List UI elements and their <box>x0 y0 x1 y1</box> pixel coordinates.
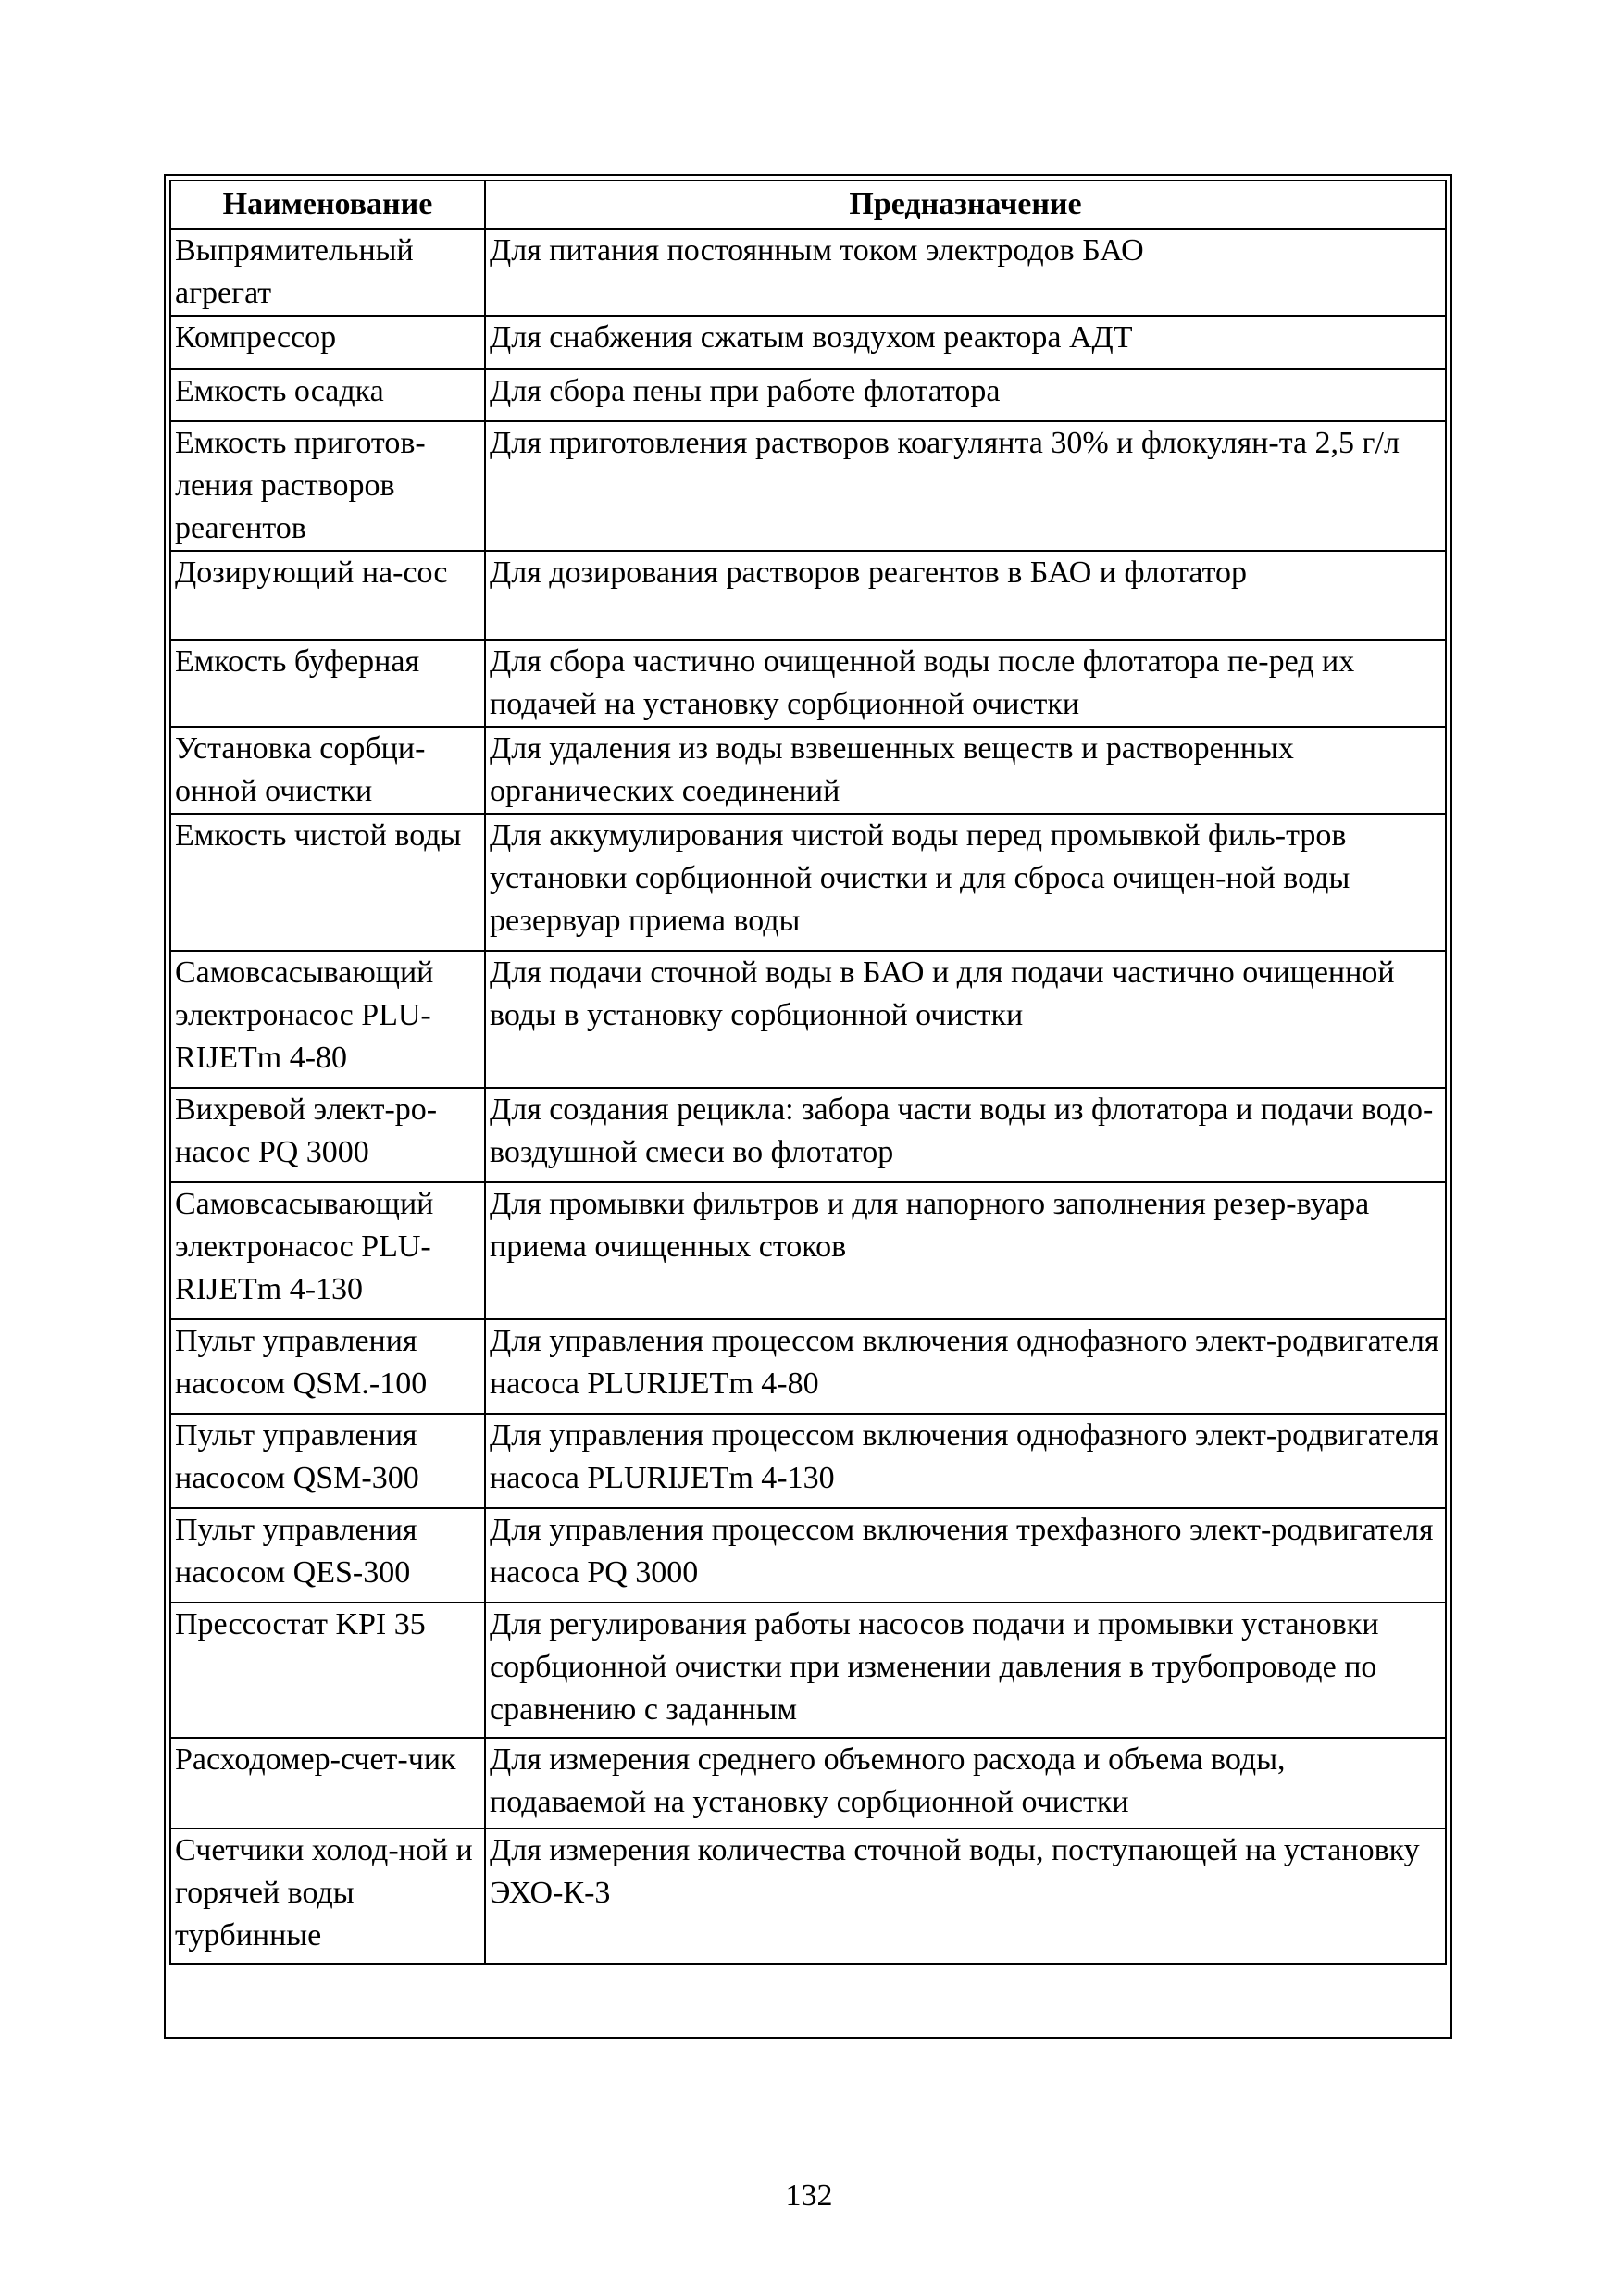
equipment-table <box>169 180 1447 1965</box>
cell-name: Емкость буферная <box>170 640 485 727</box>
table-row <box>170 1603 1446 1738</box>
table-row <box>170 727 1446 814</box>
cell-purpose: Для регулирования работы насосов подачи и промывки установки сорбционной очистки при изменении давления в трубопроводе по сравнению с заданным <box>485 1603 1446 1738</box>
cell-purpose: Для промывки фильтров и для напорного заполнения резер-вуара приема очищенных стоков <box>485 1182 1446 1319</box>
cell-purpose: Для дозирования растворов реагентов в БАО и флотатор <box>485 551 1446 640</box>
cell-purpose: Для питания постоянным током электродов БАО <box>485 229 1446 316</box>
cell-name: Самовсасывающий электронасос PLU-RIJETm 4-80 <box>170 951 485 1088</box>
cell-purpose: Для измерения среднего объемного расхода и объема воды, подаваемой на установку сорбционной очистки <box>485 1738 1446 1828</box>
cell-purpose: Для приготовления растворов коагулянта 30% и флокулян-та 2,5 г/л <box>485 421 1446 551</box>
table-row <box>170 1182 1446 1319</box>
page-number: 132 <box>785 2178 833 2213</box>
header-purpose: Предназначение <box>485 181 1446 229</box>
table-row <box>170 316 1446 369</box>
cell-name: Расходомер-счет-чик <box>170 1738 485 1828</box>
cell-purpose: Для сбора пены при работе флотатора <box>485 369 1446 421</box>
table-row <box>170 951 1446 1088</box>
cell-purpose: Для измерения количества сточной воды, поступающей на установку ЭХО-К-3 <box>485 1828 1446 1964</box>
cell-name: Дозирующий на-сос <box>170 551 485 640</box>
table-row <box>170 1828 1446 1964</box>
cell-name: Прессостат KPI 35 <box>170 1603 485 1738</box>
cell-name: Установка сорбци-онной очистки <box>170 727 485 814</box>
cell-name: Емкость осадка <box>170 369 485 421</box>
cell-name: Счетчики холод-ной и горячей воды турбинные <box>170 1828 485 1964</box>
table-row <box>170 1319 1446 1414</box>
table-row <box>170 229 1446 316</box>
table-row <box>170 1414 1446 1508</box>
table-row <box>170 1508 1446 1603</box>
table-row <box>170 369 1446 421</box>
cell-name: Пульт управления насосом QSM-300 <box>170 1414 485 1508</box>
cell-name: Самовсасывающий электронасос PLU-RIJETm 4-130 <box>170 1182 485 1319</box>
table-row <box>170 640 1446 727</box>
cell-name: Вихревой элект-ро-насос PQ 3000 <box>170 1088 485 1182</box>
cell-purpose: Для подачи сточной воды в БАО и для подачи частично очищенной воды в установку сорбционной очистки <box>485 951 1446 1088</box>
table-row <box>170 814 1446 951</box>
cell-purpose: Для удаления из воды взвешенных веществ и растворенных органических соединений <box>485 727 1446 814</box>
cell-name: Компрессор <box>170 316 485 369</box>
cell-purpose: Для снабжения сжатым воздухом реактора АДТ <box>485 316 1446 369</box>
header-name: Наименование <box>170 181 485 229</box>
cell-name: Выпрямительный агрегат <box>170 229 485 316</box>
cell-purpose: Для управления процессом включения однофазного элект-родвигателя насоса PLURIJETm 4-80 <box>485 1319 1446 1414</box>
cell-purpose: Для управления процессом включения однофазного элект-родвигателя насоса PLURIJETm 4-130 <box>485 1414 1446 1508</box>
cell-name: Пульт управления насосом QSM.-100 <box>170 1319 485 1414</box>
table-row <box>170 1738 1446 1828</box>
table-row <box>170 551 1446 640</box>
cell-name: Пульт управления насосом QES-300 <box>170 1508 485 1603</box>
cell-purpose: Для создания рецикла: забора части воды из флотатора и подачи водо-воздушной смеси во флотатор <box>485 1088 1446 1182</box>
cell-name: Емкость приготов-ления растворов реагентов <box>170 421 485 551</box>
cell-purpose: Для сбора частично очищенной воды после флотатора пе-ред их подачей на установку сорбционной очистки <box>485 640 1446 727</box>
cell-purpose: Для управления процессом включения трехфазного элект-родвигателя насоса PQ 3000 <box>485 1508 1446 1603</box>
table-row <box>170 421 1446 551</box>
cell-purpose: Для аккумулирования чистой воды перед промывкой филь-тров установки сорбционной очистки и для сброса очищен-ной воды резервуар приема воды <box>485 814 1446 951</box>
equipment-table-frame <box>164 174 1452 2039</box>
table-header-row <box>170 181 1446 229</box>
table-row <box>170 1088 1446 1182</box>
cell-name: Емкость чистой воды <box>170 814 485 951</box>
